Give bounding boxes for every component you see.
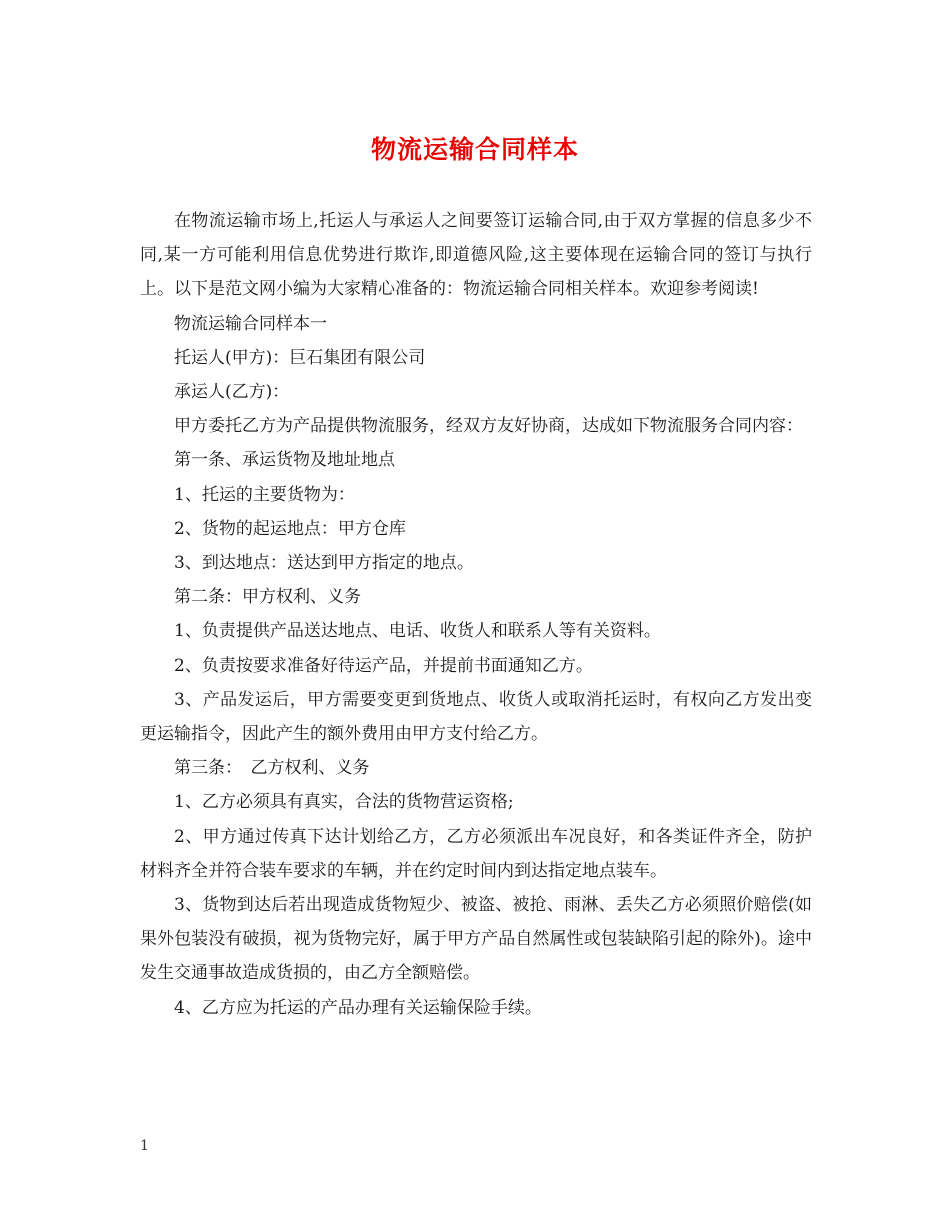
page-number: 1	[140, 1138, 149, 1154]
paragraph: 托运人(甲方)：巨石集团有限公司	[174, 347, 426, 368]
paragraph: 2、甲方通过传真下达计划给乙方，乙方必须派出车况良好，和各类证件齐全，防护材料齐全并符合装车要求的车辆，并在约定时间内到达指定地点装车。	[140, 826, 812, 881]
paragraph: 2、货物的起运地点：甲方仓库	[174, 518, 406, 539]
paragraph: 第三条： 乙方权利、义务	[174, 758, 370, 779]
paragraph: 4、乙方应为托运的产品办理有关运输保险手续。	[174, 997, 542, 1018]
paragraph: 第二条：甲方权利、义务	[174, 587, 361, 608]
paragraph: 1、托运的主要货物为：	[174, 484, 355, 505]
paragraph: 在物流运输市场上,托运人与承运人之间要签订运输合同,由于双方掌握的信息多少不同,某一方可能利用信息优势进行欺诈,即道德风险,这主要体现在运输合同的签订与执行上。以下是范文网小编为大家精心准备的：物流运输合同相关样本。欢迎参考阅读!	[140, 211, 812, 300]
paragraph: 1、乙方必须具有真实，合法的货物营运资格;	[174, 792, 514, 813]
paragraph: 物流运输合同样本一	[174, 313, 327, 334]
document-body	[140, 204, 812, 1025]
paragraph: 承运人(乙方)：	[174, 382, 290, 403]
paragraph: 3、到达地点：送达到甲方指定的地点。	[174, 553, 474, 574]
paragraph: 2、负责按要求准备好待运产品，并提前书面通知乙方。	[174, 655, 593, 676]
paragraph: 第一条、承运货物及地址地点	[174, 450, 395, 471]
paragraph: 甲方委托乙方为产品提供物流服务，经双方友好协商，达成如下物流服务合同内容：	[174, 416, 803, 437]
paragraph: 3、货物到达后若出现造成货物短少、被盗、被抢、雨淋、丢失乙方必须照价赔偿(如果外包装没有破损，视为货物完好，属于甲方产品自然属性或包装缺陷引起的除外)。途中发生交通事故造成货损的，由乙方全额赔偿。	[140, 895, 812, 984]
paragraph: 3、产品发运后，甲方需要变更到货地点、收货人或取消托运时，有权向乙方发出变更运输指令，因此产生的额外费用由甲方支付给乙方。	[140, 689, 812, 745]
paragraph: 1、负责提供产品送达地点、电话、收货人和联系人等有关资料。	[174, 621, 661, 642]
document-title: 物流运输合同样本	[370, 135, 579, 164]
